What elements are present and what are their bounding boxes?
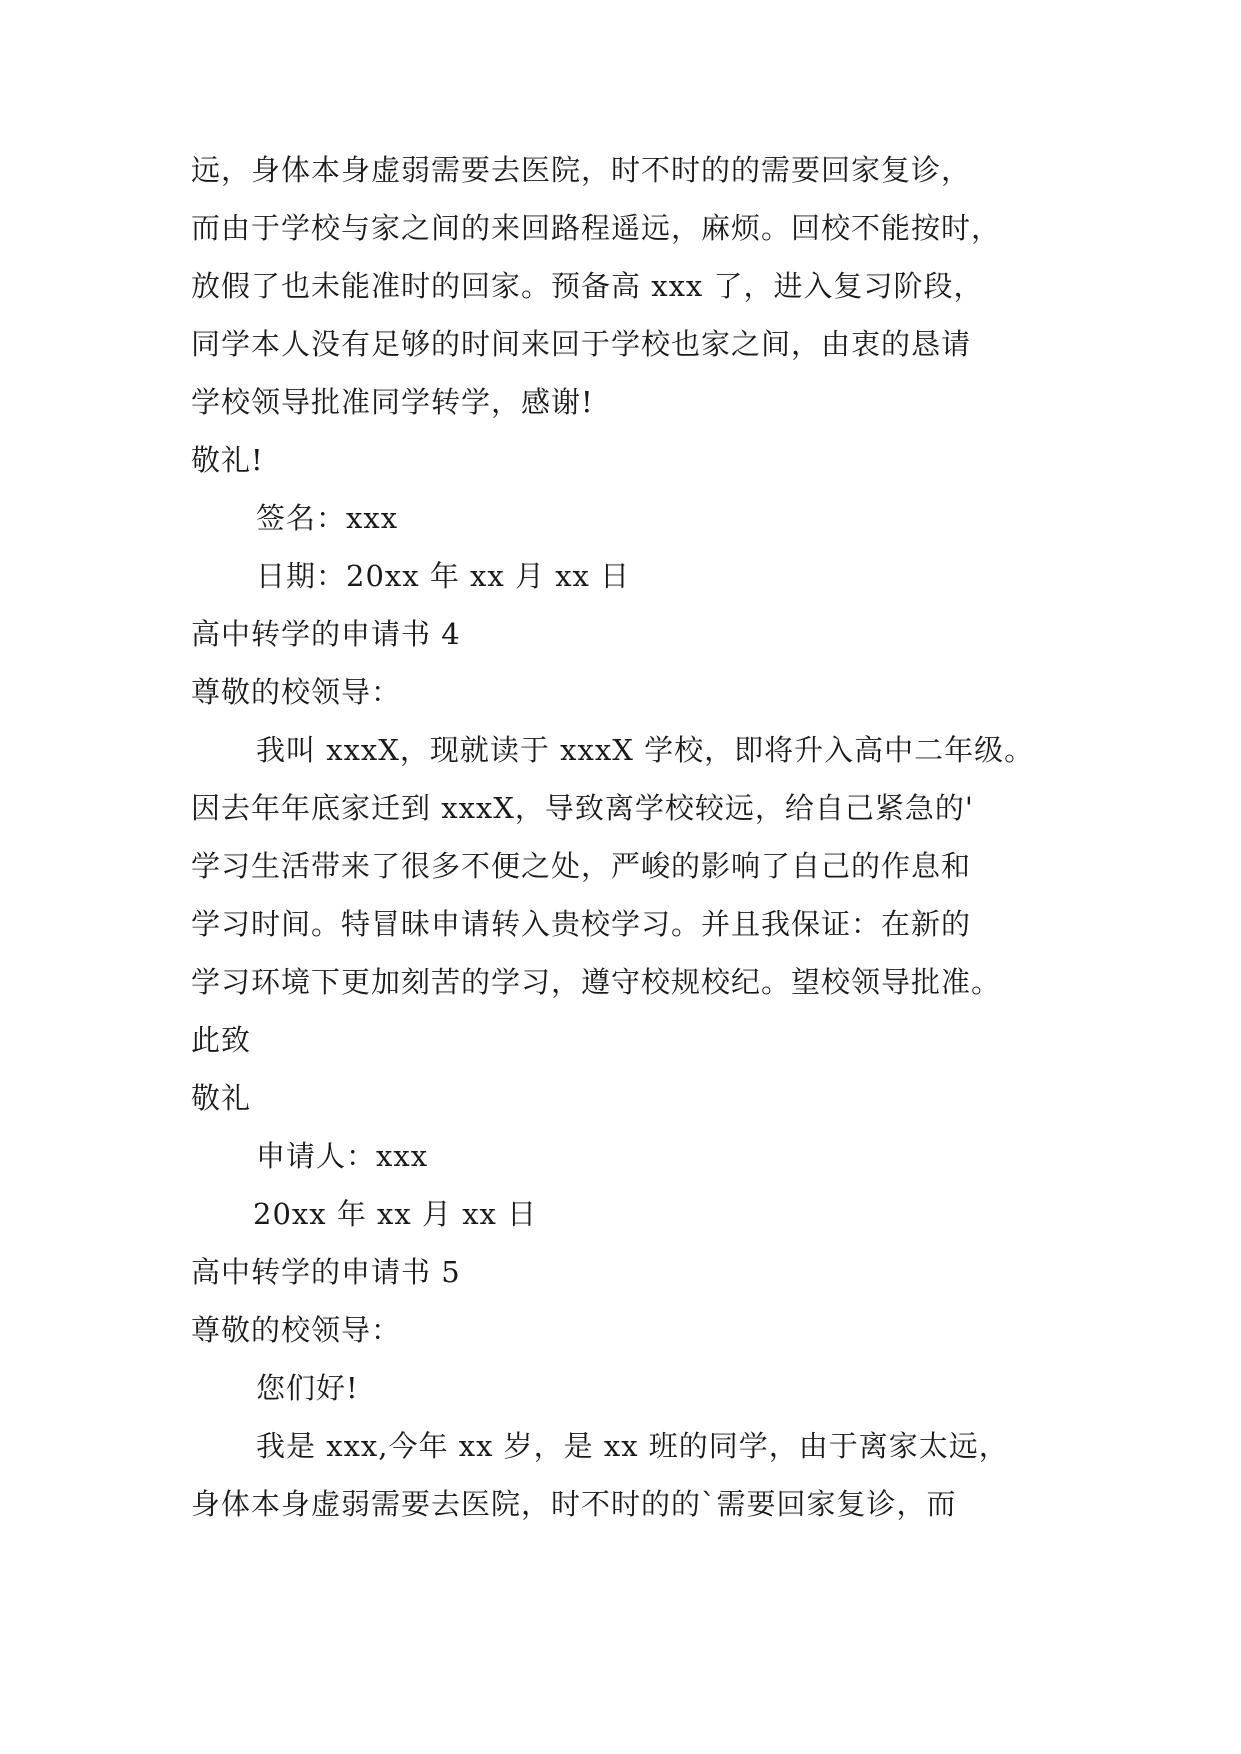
salutation: 尊敬的校领导：	[191, 675, 402, 709]
closing-phrase: 此致	[191, 1023, 252, 1057]
section-title: 高中转学的申请书 5	[191, 1255, 461, 1289]
closing-salute: 敬礼!	[191, 443, 264, 477]
body-paragraph-line: 身体本身虚弱需要去医院，时不时的的`需要回家复诊，而	[191, 1487, 957, 1521]
body-paragraph-line: 我是 xxx,今年 xx 岁，是 xx 班的同学，由于离家太远，	[256, 1429, 1009, 1463]
body-paragraph-line: 同学本人没有足够的时间来回于学校也家之间，由衷的恳请	[191, 327, 972, 361]
date-line: 日期：20xx 年 xx 月 xx 日	[256, 559, 631, 593]
body-paragraph-line: 而由于学校与家之间的来回路程遥远，麻烦。回校不能按时，	[191, 211, 1002, 245]
date-line: 20xx 年 xx 月 xx 日	[253, 1197, 538, 1231]
body-paragraph-line: 因去年年底家迁到 xxxX，导致离学校较远，给自己紧急的'	[191, 791, 974, 825]
body-paragraph-line: 学习时间。特冒昧申请转入贵校学习。并且我保证：在新的	[191, 907, 972, 941]
salutation: 尊敬的校领导：	[191, 1313, 402, 1347]
body-paragraph-line: 放假了也未能准时的回家。预备高 xxx 了，进入复习阶段，	[191, 269, 984, 303]
signature-line: 签名：xxx	[256, 501, 399, 535]
body-paragraph-line: 学习生活带来了很多不便之处，严峻的影响了自己的作息和	[191, 849, 972, 883]
applicant-line: 申请人：xxx	[256, 1139, 429, 1173]
body-paragraph-line: 学校领导批准同学转学，感谢!	[191, 385, 594, 419]
section-title: 高中转学的申请书 4	[191, 617, 461, 651]
body-paragraph-line: 远，身体本身虚弱需要去医院，时不时的的需要回家复诊，	[191, 153, 972, 187]
closing-salute: 敬礼	[191, 1081, 252, 1115]
greeting: 您们好!	[256, 1371, 359, 1405]
body-paragraph-line: 我叫 xxxX，现就读于 xxxX 学校，即将升入高中二年级。	[256, 733, 1035, 767]
body-paragraph-line: 学习环境下更加刻苦的学习，遵守校规校纪。望校领导批准。	[191, 965, 1002, 999]
